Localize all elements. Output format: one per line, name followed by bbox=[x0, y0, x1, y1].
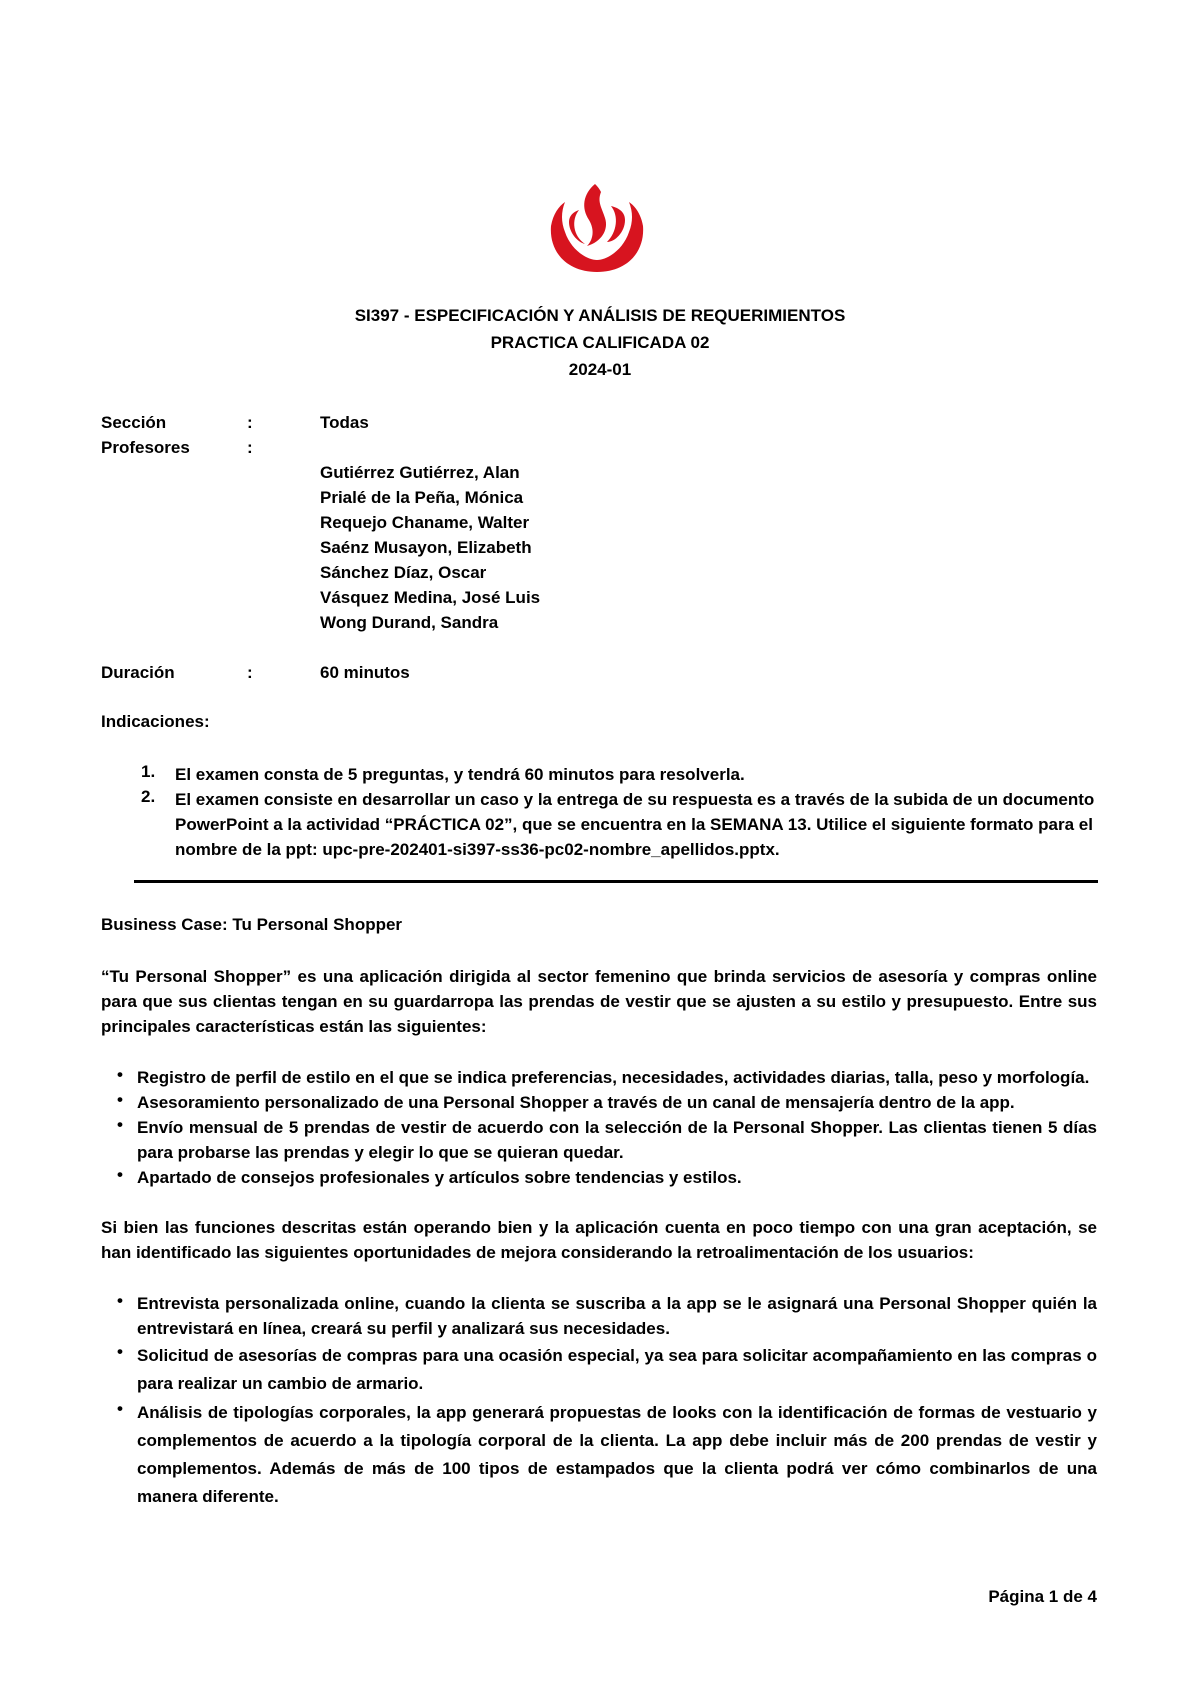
list-text: Análisis de tipologías corporales, la app generará propuestas de looks con la identificación de formas de vestuario y complementos de acuerdo a la tipología corporal de la clienta. La app debe incluir más de 200 prendas de vestir y complementos. Además de más de 100 tipos de estampados que la clienta podrá ver cómo combinarlos de una manera diferente. bbox=[137, 1403, 1097, 1506]
list-number: 2. bbox=[141, 787, 156, 806]
list-text: Asesoramiento personalizado de una Personal Shopper a través de un canal de mensajería dentro de la app. bbox=[137, 1093, 1015, 1112]
case-heading: Business Case: Tu Personal Shopper bbox=[101, 915, 403, 934]
bullet-icon: • bbox=[117, 1342, 123, 1361]
professor-name: Requejo Chaname, Walter bbox=[320, 513, 530, 532]
bullet-icon: • bbox=[117, 1115, 123, 1134]
professor-name: Wong Durand, Sandra bbox=[320, 613, 499, 632]
logo-flame-left bbox=[569, 210, 585, 244]
logo-flame-right bbox=[607, 206, 625, 242]
bullet-icon: • bbox=[117, 1090, 123, 1109]
page-number: Página 1 de 4 bbox=[988, 1587, 1097, 1606]
horizontal-divider bbox=[134, 880, 1098, 883]
bullet-icon: • bbox=[117, 1399, 123, 1418]
professors-label: Profesores bbox=[101, 438, 190, 457]
indications-heading: Indicaciones: bbox=[101, 712, 210, 731]
list-text: Envío mensual de 5 prendas de vestir de acuerdo con la selección de la Personal Shopper. Las clientas tienen 5 días para probarse las prendas y elegir lo que se quieran quedar. bbox=[137, 1118, 1097, 1162]
professor-name: Gutiérrez Gutiérrez, Alan bbox=[320, 463, 520, 482]
term-title: 2024-01 bbox=[568, 360, 632, 379]
professor-name: Prialé de la Peña, Mónica bbox=[320, 488, 524, 507]
course-title: SI397 - ESPECIFICACIÓN Y ANÁLISIS DE REQUERIMIENTOS bbox=[354, 306, 846, 325]
duration-value: 60 minutos bbox=[320, 663, 410, 682]
list-text: Solicitud de asesorías de compras para una ocasión especial, ya sea para solicitar acompañamiento en las compras o para realizar un cambio de armario. bbox=[137, 1346, 1097, 1393]
bullet-icon: • bbox=[117, 1165, 123, 1184]
logo-flame bbox=[584, 184, 606, 246]
duration-colon: : bbox=[247, 663, 253, 682]
section-value: Todas bbox=[320, 413, 369, 432]
bullet-icon: • bbox=[117, 1291, 123, 1310]
list-number: 1. bbox=[141, 762, 156, 781]
professor-name: Vásquez Medina, José Luis bbox=[320, 588, 541, 607]
professor-name: Sánchez Díaz, Oscar bbox=[320, 563, 487, 582]
case-middle: Si bien las funciones descritas están operando bien y la aplicación cuenta en poco tiempo con una gran aceptación, se han identificado las siguientes oportunidades de mejora considerando la retroalimentación de los usuarios: bbox=[101, 1218, 1097, 1262]
section-label: Sección bbox=[101, 413, 167, 432]
professors-colon: : bbox=[247, 438, 253, 457]
university-logo-icon bbox=[545, 180, 649, 276]
list-text: Entrevista personalizada online, cuando la clienta se suscriba a la app se le asignará una Personal Shopper quién la entrevistará en línea, creará su perfil y analizará sus necesidades. bbox=[137, 1294, 1097, 1338]
section-colon: : bbox=[247, 413, 253, 432]
list-text: Registro de perfil de estilo en el que se indica preferencias, necesidades, actividades diarias, talla, peso y morfología. bbox=[137, 1068, 1090, 1087]
list-text: El examen consta de 5 preguntas, y tendrá 60 minutos para resolverla. bbox=[175, 765, 745, 784]
exam-title: PRACTICA CALIFICADA 02 bbox=[490, 333, 710, 352]
bullet-icon: • bbox=[117, 1065, 123, 1084]
professor-name: Saénz Musayon, Elizabeth bbox=[320, 538, 532, 557]
case-intro: “Tu Personal Shopper” es una aplicación dirigida al sector femenino que brinda servicios de asesoría y compras online para que sus clientas tengan en su guardarropa las prendas de vestir que se ajusten a su estilo y presupuesto. Entre sus principales características están las siguientes: bbox=[101, 967, 1097, 1036]
list-text: Apartado de consejos profesionales y artículos sobre tendencias y estilos. bbox=[137, 1168, 742, 1187]
duration-label: Duración bbox=[101, 663, 175, 682]
list-text: El examen consiste en desarrollar un caso y la entrega de su respuesta es a través de la subida de un documento PowerPoint a la actividad “PRÁCTICA 02”, que se encuentra en la SEMANA 13. Utilice el siguiente formato para el nombre de la ppt: upc-pre-202401-si397-ss36-pc02-nombre_apellidos.pptx. bbox=[175, 790, 1095, 859]
